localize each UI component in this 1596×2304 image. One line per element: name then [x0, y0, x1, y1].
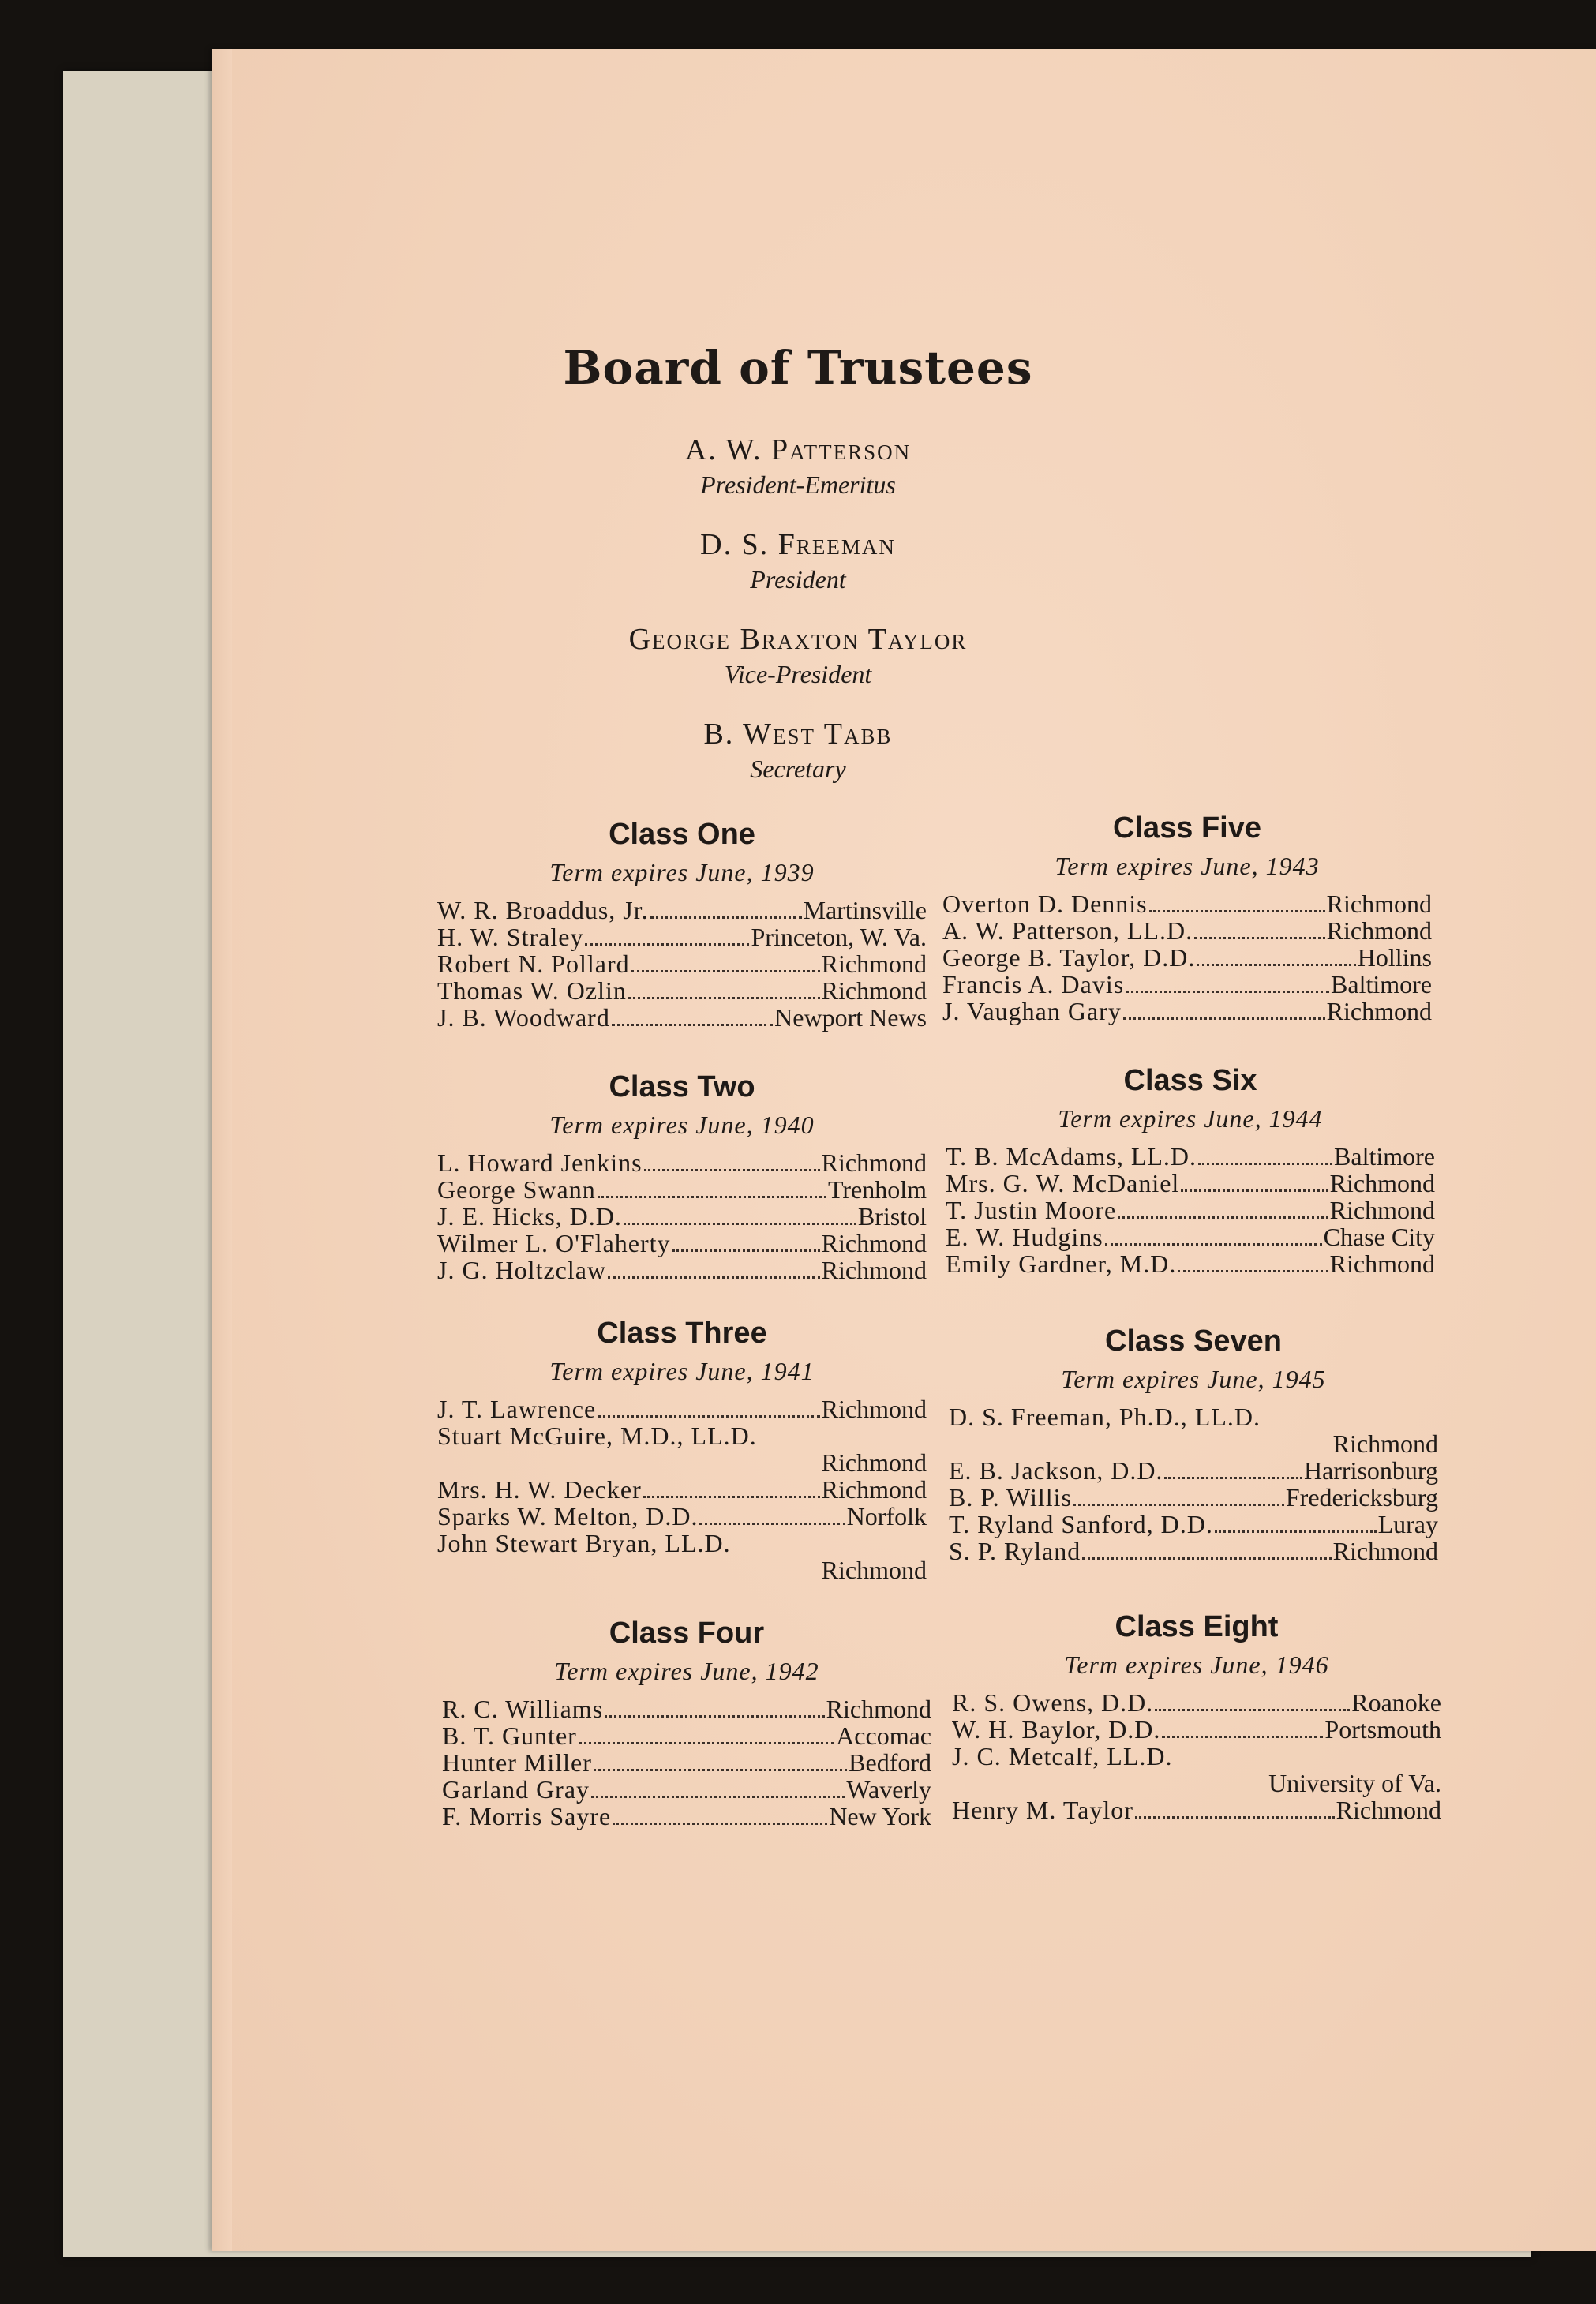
member-entry: [946, 1223, 1435, 1250]
member-name: R. S. Owens, D.D.: [952, 1688, 1154, 1717]
class-six: [946, 1061, 1435, 1277]
leader-dots: [643, 1496, 820, 1498]
member-name: R. C. Williams: [442, 1695, 604, 1723]
member-name: Garland Gray: [442, 1775, 590, 1804]
member-place: Richmond: [821, 1229, 927, 1257]
member-entry: [949, 1511, 1438, 1538]
officer-role: Secretary: [750, 755, 846, 783]
class-seven: [949, 1321, 1438, 1564]
leader-dots: [628, 997, 820, 999]
leader-dots: [1215, 1530, 1377, 1533]
member-name: Francis A. Davis: [942, 970, 1125, 998]
member-name: A. W. Patterson, LL.D.: [942, 916, 1193, 945]
leader-dots: [612, 1024, 773, 1026]
member-entry: [949, 1457, 1438, 1484]
class-term: Term expires June, 1943: [1055, 852, 1320, 880]
member-place: Accomac: [836, 1721, 931, 1750]
leader-dots: [579, 1742, 834, 1744]
member-place: Richmond: [821, 976, 927, 1005]
class-two: [437, 1067, 927, 1283]
member-name: Stuart McGuire, M.D., LL.D.: [437, 1422, 757, 1450]
member-entry: [437, 1530, 927, 1583]
leader-dots: [1198, 1163, 1332, 1165]
officer-name: B. West Tabb: [703, 717, 893, 751]
leader-dots: [608, 1276, 820, 1279]
leader-dots: [613, 1823, 827, 1825]
member-place: Richmond: [821, 1148, 927, 1177]
leader-dots: [1194, 937, 1325, 939]
class-title: Class Two: [609, 1070, 755, 1103]
leader-dots: [594, 1769, 847, 1771]
member-name: E. B. Jackson, D.D.: [949, 1456, 1163, 1485]
member-name: L. Howard Jenkins: [437, 1148, 643, 1177]
member-place: Hollins: [1357, 943, 1432, 972]
leader-dots: [672, 1249, 820, 1252]
member-place: Richmond: [821, 1256, 927, 1284]
member-place: Richmond: [1329, 1196, 1435, 1224]
class-title: Class Four: [609, 1617, 765, 1650]
class-title: Class Five: [1113, 811, 1261, 845]
leader-dots: [605, 1715, 825, 1718]
member-entry: [946, 1143, 1435, 1170]
member-place: Trenholm: [827, 1175, 927, 1204]
member-name: John Stewart Bryan, LL.D.: [437, 1529, 731, 1557]
member-name: George B. Taylor, D.D.: [942, 943, 1196, 972]
leader-dots: [1073, 1504, 1284, 1506]
member-entry: [946, 1250, 1435, 1277]
member-place: Richmond: [821, 950, 927, 978]
officer-role: Vice-President: [724, 660, 872, 688]
member-name: Overton D. Dennis: [942, 890, 1148, 918]
member-entry: [437, 1396, 927, 1422]
member-place: Richmond: [821, 1556, 927, 1584]
member-entry: [437, 897, 927, 923]
class-three: [437, 1313, 927, 1583]
member-place: Richmond: [1336, 1796, 1441, 1824]
member-place: Richmond: [1332, 1537, 1438, 1565]
member-place: University of Va.: [1268, 1769, 1441, 1797]
officer-role: President-Emeritus: [700, 470, 896, 499]
member-name: F. Morris Sayre: [442, 1802, 612, 1830]
member-name: S. P. Ryland: [949, 1537, 1081, 1565]
class-five: [942, 808, 1432, 1025]
member-entry: [437, 1203, 927, 1230]
member-name: W. R. Broaddus, Jr.: [437, 896, 649, 924]
member-name: J. G. Holtzclaw: [437, 1256, 607, 1284]
member-name: Henry M. Taylor: [952, 1796, 1133, 1824]
member-entry: [442, 1749, 931, 1776]
member-place: Newport News: [774, 1003, 927, 1032]
member-name: W. H. Baylor, D.D.: [952, 1715, 1161, 1744]
class-eight: [952, 1607, 1441, 1823]
officer-president-emeritus: [0, 433, 1596, 502]
officer-name: George Braxton Taylor: [628, 623, 968, 656]
member-entry: [942, 998, 1432, 1025]
member-place: Richmond: [1332, 1429, 1438, 1458]
class-title: Class One: [609, 818, 755, 851]
leader-dots: [1164, 1477, 1302, 1479]
officer-vice-president: [0, 622, 1596, 691]
member-name: B. T. Gunter: [442, 1721, 577, 1750]
member-name: J. E. Hicks, D.D.: [437, 1202, 622, 1231]
member-place: Luray: [1377, 1510, 1438, 1538]
leader-dots: [624, 1223, 856, 1225]
member-entry: [437, 923, 927, 950]
leader-dots: [598, 1415, 820, 1418]
member-entry: [946, 1170, 1435, 1197]
member-name: J. Vaughan Gary: [942, 997, 1122, 1025]
member-entry: [942, 971, 1432, 998]
class-title: Class Six: [1123, 1064, 1257, 1097]
member-name: T. Justin Moore: [946, 1196, 1117, 1224]
member-entry: [949, 1484, 1438, 1511]
leader-dots: [1162, 1736, 1323, 1738]
member-place: Fredericksburg: [1285, 1483, 1438, 1512]
class-term: Term expires June, 1944: [1058, 1104, 1323, 1133]
member-place: New York: [829, 1802, 931, 1830]
member-entry: [437, 1230, 927, 1257]
officer-name: A. W. Patterson: [684, 433, 912, 466]
member-name: T. Ryland Sanford, D.D.: [949, 1510, 1213, 1538]
member-entry: [442, 1695, 931, 1722]
leader-dots: [1082, 1557, 1331, 1560]
member-place: Richmond: [826, 1695, 931, 1723]
member-entry: [437, 1503, 927, 1530]
member-name: D. S. Freeman, Ph.D., LL.D.: [949, 1403, 1261, 1431]
class-title: Class Three: [597, 1317, 767, 1350]
member-entry: [949, 1403, 1438, 1457]
member-place: Richmond: [821, 1475, 927, 1504]
member-place: Richmond: [1326, 916, 1432, 945]
leader-dots: [1135, 1816, 1335, 1819]
officer-president: [0, 527, 1596, 597]
class-one: [437, 815, 927, 1031]
member-name: Mrs. G. W. McDaniel: [946, 1169, 1180, 1197]
page-title: Board of Trustees: [563, 341, 1033, 395]
class-term: Term expires June, 1939: [549, 858, 815, 886]
leader-dots: [591, 1796, 845, 1798]
member-place: Baltimore: [1331, 970, 1432, 998]
member-name: T. B. McAdams, LL.D.: [946, 1142, 1197, 1171]
member-place: Portsmouth: [1324, 1715, 1441, 1744]
member-name: Hunter Miller: [442, 1748, 592, 1777]
member-name: Emily Gardner, M.D.: [946, 1249, 1177, 1278]
member-name: J. B. Woodward: [437, 1003, 610, 1032]
officer-role: President: [750, 565, 846, 594]
member-name: J. T. Lawrence: [437, 1395, 597, 1423]
leader-dots: [699, 1523, 845, 1525]
class-title: Class Seven: [1105, 1324, 1282, 1358]
member-name: Mrs. H. W. Decker: [437, 1475, 642, 1504]
member-entry: [437, 977, 927, 1004]
member-place: Bristol: [857, 1202, 927, 1231]
member-place: Richmond: [821, 1395, 927, 1423]
member-name: Thomas W. Ozlin: [437, 976, 627, 1005]
leader-dots: [1178, 1270, 1328, 1272]
member-entry: [942, 917, 1432, 944]
member-name: E. W. Hudgins: [946, 1223, 1103, 1251]
member-entry: [949, 1538, 1438, 1564]
member-name: H. W. Straley: [437, 923, 584, 951]
member-place: Richmond: [1326, 890, 1432, 918]
class-title: Class Eight: [1115, 1610, 1279, 1643]
member-entry: [942, 890, 1432, 917]
leader-dots: [650, 916, 802, 919]
member-place: Harrisonburg: [1303, 1456, 1438, 1485]
leader-dots: [631, 970, 820, 972]
member-place: Richmond: [1326, 997, 1432, 1025]
member-place: Richmond: [821, 1448, 927, 1477]
member-entry: [437, 1176, 927, 1203]
member-name: B. P. Willis: [949, 1483, 1072, 1512]
member-place: Norfolk: [846, 1502, 927, 1530]
leader-dots: [1155, 1709, 1350, 1711]
officer-secretary: [0, 717, 1596, 786]
member-entry: [437, 1476, 927, 1503]
member-place: Waverly: [846, 1775, 931, 1804]
leader-dots: [1197, 964, 1355, 966]
member-name: J. C. Metcalf, LL.D.: [952, 1742, 1173, 1770]
member-place: Princeton, W. Va.: [751, 923, 927, 951]
class-term: Term expires June, 1941: [549, 1357, 815, 1385]
member-entry: [952, 1796, 1441, 1823]
officer-name: D. S. Freeman: [700, 528, 896, 561]
member-entry: [437, 1149, 927, 1176]
class-four: [442, 1613, 931, 1830]
member-entry: [952, 1689, 1441, 1716]
leader-dots: [1181, 1189, 1328, 1192]
leader-dots: [585, 943, 749, 946]
member-place: Bedford: [849, 1748, 931, 1777]
leader-dots: [644, 1169, 820, 1171]
member-entry: [437, 950, 927, 977]
leader-dots: [1126, 991, 1329, 993]
leader-dots: [1105, 1243, 1322, 1246]
member-place: Martinsville: [803, 896, 927, 924]
member-place: Baltimore: [1334, 1142, 1435, 1171]
member-entry: [437, 1422, 927, 1476]
member-entry: [442, 1803, 931, 1830]
member-entry: [946, 1197, 1435, 1223]
member-entry: [442, 1722, 931, 1749]
leader-dots: [1123, 1017, 1325, 1020]
member-name: Robert N. Pollard: [437, 950, 630, 978]
member-name: Wilmer L. O'Flaherty: [437, 1229, 671, 1257]
member-place: Richmond: [1329, 1169, 1435, 1197]
member-entry: [437, 1004, 927, 1031]
leader-dots: [598, 1196, 826, 1198]
class-term: Term expires June, 1946: [1064, 1650, 1329, 1679]
leader-dots: [1149, 910, 1325, 912]
class-term: Term expires June, 1940: [549, 1111, 815, 1139]
member-place: Chase City: [1323, 1223, 1435, 1251]
member-place: Roanoke: [1351, 1688, 1441, 1717]
member-entry: [442, 1776, 931, 1803]
member-entry: [952, 1743, 1441, 1796]
class-term: Term expires June, 1945: [1061, 1365, 1326, 1393]
member-entry: [437, 1257, 927, 1283]
member-entry: [942, 944, 1432, 971]
member-place: Richmond: [1329, 1249, 1435, 1278]
class-term: Term expires June, 1942: [554, 1657, 819, 1685]
leader-dots: [1118, 1216, 1328, 1219]
member-name: George Swann: [437, 1175, 596, 1204]
member-entry: [952, 1716, 1441, 1743]
member-name: Sparks W. Melton, D.D.: [437, 1502, 699, 1530]
